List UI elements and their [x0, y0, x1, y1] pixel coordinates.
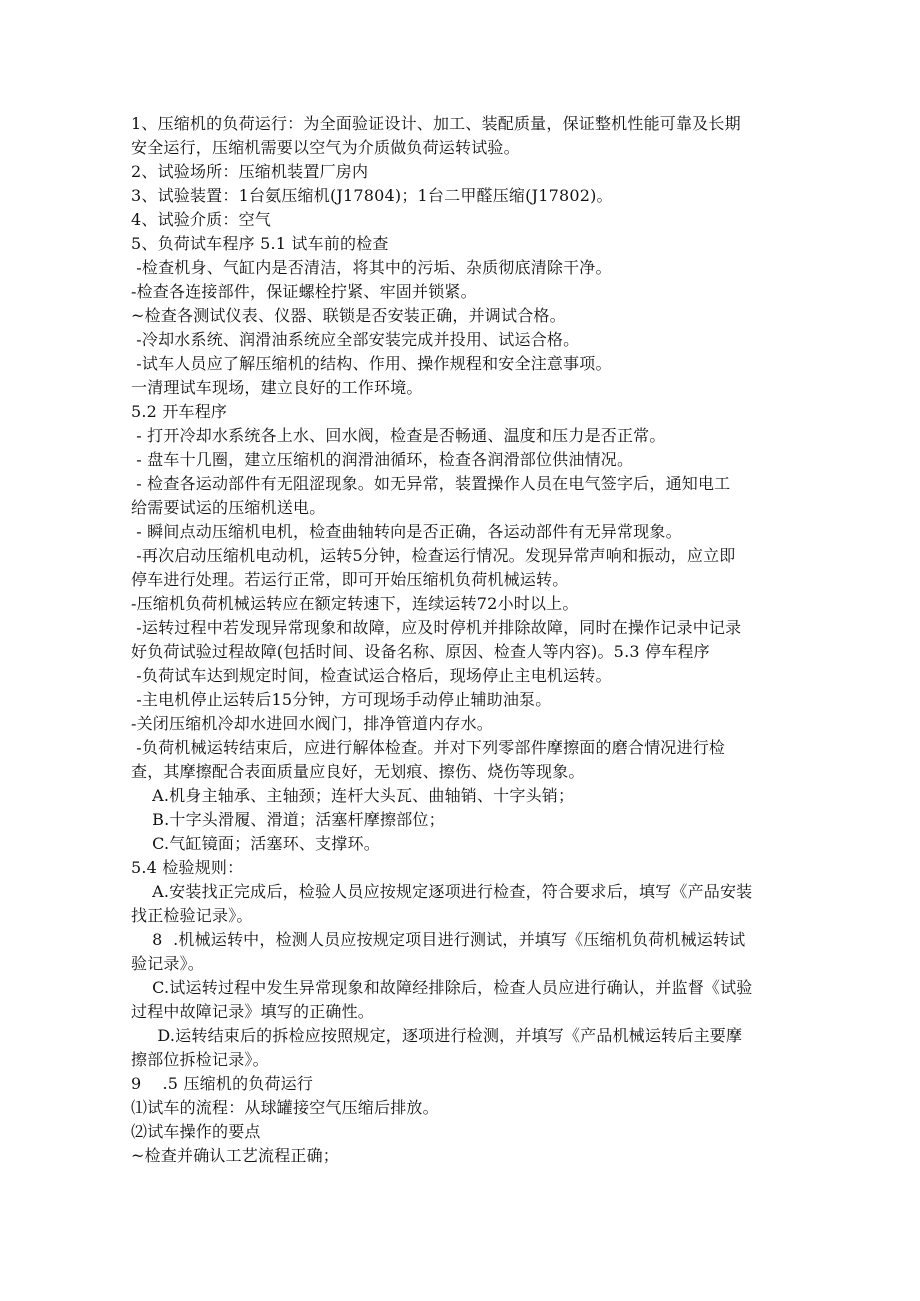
- text-line: - 瞬间点动压缩机电机，检查曲轴转向是否正确，各运动部件有无异常现象。: [131, 522, 682, 541]
- text-line: -再次启动压缩机电动机，运转5分钟，检查运行情况。发现异常声响和振动，应立即: [131, 546, 736, 565]
- list-item: 8 .机械运转中，检测人员应按规定项目进行测试，并填写《压缩机负荷机械运转试: [131, 930, 746, 949]
- text-line: -关闭压缩机冷却水进回水阀门，排净管道内存水。: [131, 714, 494, 733]
- text-line: ⑴试车的流程：从球罐接空气压缩后排放。: [131, 1098, 439, 1117]
- text-line: -试车人员应了解压缩机的结构、作用、操作规程和安全注意事项。: [131, 354, 612, 373]
- text-line: 安全运行，压缩机需要以空气为介质做负荷运转试验。: [131, 138, 520, 157]
- text-line: - 盘车十几圈，建立压缩机的润滑油循环，检查各润滑部位供油情况。: [131, 450, 634, 469]
- text-line: 查，其摩擦配合表面质量应良好，无划痕、擦伤、烧伤等现象。: [131, 762, 585, 781]
- list-item: C.气缸镜面；活塞环、支撑环。: [131, 834, 380, 853]
- section-heading: 5.2 开车程序: [131, 402, 228, 421]
- text-line: 2、试验场所：压缩机装置厂房内: [131, 162, 369, 181]
- text-line: 擦部位拆检记录》。: [131, 1050, 269, 1069]
- text-line: -运转过程中若发现异常现象和故障，应及时停机并排除故障，同时在操作记录中记录: [131, 618, 742, 637]
- text-line: 过程中故障记录》填写的正确性。: [131, 1002, 375, 1021]
- text-line: -主电机停止运转后15分钟，方可现场手动停止辅助油泵。: [131, 690, 552, 709]
- text-line: -检查机身、气缸内是否清洁，将其中的污垢、杂质彻底清除干净。: [131, 258, 612, 277]
- text-line: ~检查并确认工艺流程正确；: [131, 1146, 340, 1165]
- text-line: 4、试验介质：空气: [131, 210, 271, 229]
- list-item: B.十字头滑履、滑道；活塞杆摩擦部位；: [131, 810, 445, 829]
- text-line: 验记录》。: [131, 954, 205, 973]
- text-line: 一清理试车现场，建立良好的工作环境。: [131, 378, 423, 397]
- section-heading: 5.4 检验规则：: [131, 858, 244, 877]
- text-line: 找正检验记录》。: [131, 906, 253, 925]
- section-heading: 9 .5 压缩机的负荷运行: [131, 1074, 314, 1093]
- list-item: A.机身主轴承、主轴颈；连杆大头瓦、曲轴销、十字头销；: [131, 786, 575, 805]
- text-line: - 检查各运动部件有无阻涩现象。如无异常，装置操作人员在电气签字后，通知电工: [131, 474, 731, 493]
- text-line: 给需要试运的压缩机送电。: [131, 498, 326, 517]
- text-line: ~检查各测试仪表、仪器、联锁是否安装正确，并调试合格。: [131, 306, 566, 325]
- text-line: - 打开冷却水系统各上水、回水阀，检查是否畅通、温度和压力是否正常。: [131, 426, 666, 445]
- text-line: -负荷机械运转结束后，应进行解体检查。并对下列零部件摩擦面的磨合情况进行检: [131, 738, 726, 757]
- list-item: C.试运转过程中发生异常现象和故障经排除后，检查人员应进行确认，并监督《试验: [131, 978, 753, 997]
- list-item: D.运转结束后的拆检应按照规定，逐项进行检测，并填写《产品机械运转后主要摩: [131, 1026, 743, 1045]
- text-line: -负荷试车达到规定时间，检查试运合格后，现场停止主电机运转。: [131, 666, 612, 685]
- text-line: 3、试验装置：1台氨压缩机(J17804)；1台二甲醛压缩(J17802)。: [131, 186, 613, 205]
- text-line: -冷却水系统、润滑油系统应全部安装完成并投用、试运合格。: [131, 330, 580, 349]
- text-line: 停车进行处理。若运行正常，即可开始压缩机负荷机械运转。: [131, 570, 569, 589]
- text-line: 好负荷试验过程故障(包括时间、设备名称、原因、检查人等内容)。5.3 停车程序: [131, 642, 710, 661]
- text-line: -压缩机负荷机械运转应在额定转速下，连续运转72小时以上。: [131, 594, 579, 613]
- text-line: 5、负荷试车程序 5.1 试车前的检查: [131, 234, 389, 253]
- text-line: -检查各连接部件，保证螺栓拧紧、牢固并锁紧。: [131, 282, 477, 301]
- text-line: 1、压缩机的负荷运行：为全面验证设计、加工、装配质量，保证整机性能可靠及长期: [131, 114, 741, 133]
- list-item: A.安装找正完成后，检验人员应按规定逐项进行检查，符合要求后，填写《产品安装: [131, 882, 753, 901]
- text-line: ⑵试车操作的要点: [131, 1122, 261, 1141]
